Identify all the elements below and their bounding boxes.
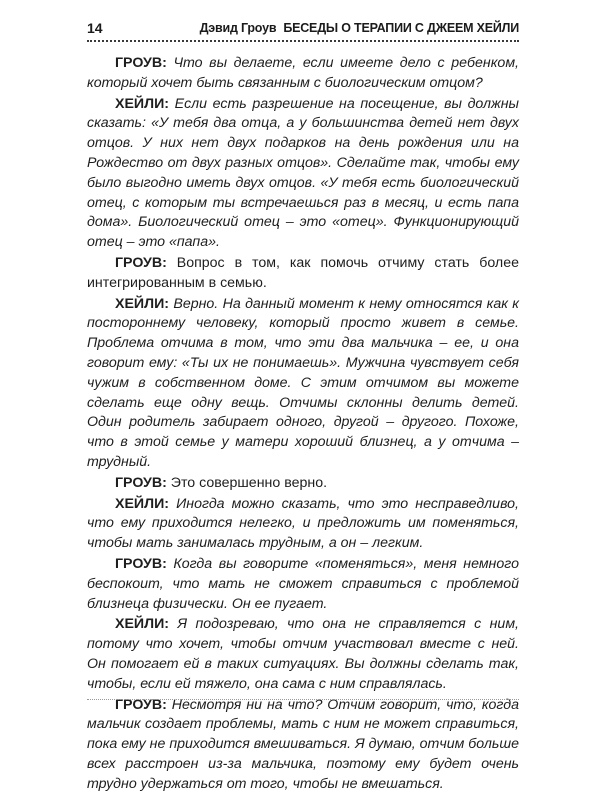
- dialogue-paragraph: [87, 295, 519, 473]
- speech-text: Иногда можно сказать, что это несправедливо, что ему приходится нелегко, и предложить им поменяться, чтобы мать занималась трудным, а он – легким.: [87, 495, 519, 552]
- speech-text: Что вы делаете, если имеете дело с ребенком, который хочет быть связанным с биологическим отцом?: [87, 55, 519, 91]
- book-title: БЕСЕДЫ О ТЕРАПИИ С ДЖЕЕМ ХЕЙЛИ: [283, 21, 519, 35]
- dialogue-paragraph: [87, 555, 519, 614]
- dialogue-paragraph: [87, 696, 519, 795]
- speech-text: Когда вы говорите «поменяться», меня немного беспокоит, что мать не сможет справиться с проблемой близнеца физически. Он ее пугает.: [87, 555, 519, 612]
- bottom-divider: [87, 699, 519, 700]
- dialogue-paragraph: [87, 254, 519, 294]
- dialogue-paragraph: [87, 95, 519, 253]
- book-header: [200, 21, 519, 35]
- speech-text: Вопрос в том, как помочь отчиму стать более интегрированным в семью.: [87, 254, 519, 291]
- speech-text: Если есть разрешение на посещение, вы должны сказать: «У тебя два отца, а у большинства детей нет двух отцов. У них нет двух подарков на день рождения или на Рождество от двух разных отцов». Сделайте так, чтобы ему было выгодно иметь двух отцов. «У тебя есть биологический отец, с которым ты встречаешься раз в месяц, и есть папа дома». Биологический отец – это «отец». Функционирующий отец – это «папа».: [87, 95, 519, 251]
- speaker-label: ГРОУВ:: [115, 555, 167, 572]
- speaker-label: ХЕЙЛИ:: [115, 295, 169, 312]
- running-header: [87, 20, 519, 42]
- speaker-label: ГРОУВ:: [115, 254, 167, 271]
- speech-text: Верно. На данный момент к нему относятся как к постороннему человеку, который просто живет в семье. Проблема отчима в том, что эти два мальчика – ее, и она говорит ему: «Ты их не понимаешь». Мужчина чувствует себя чужим в собственном доме. С этим отчимом вы можете сделать еще одну вещь. Отчимы склонны делить детей. Один родитель забирает одного, другой – другого. Похоже, что в этой семье у матери хороший близнец, а у отчима – трудный.: [87, 295, 519, 470]
- speaker-label: ГРОУВ:: [115, 474, 167, 491]
- speech-text: Несмотря ни на что? Отчим говорит, что, когда мальчик создает проблемы, мать с ним не может справиться, пока ему не приходится вмешиваться. Я думаю, отчим больше всех расстроен из-за мальчика, поэтому ему будет очень трудно удержаться от того, чтобы не вмешаться.: [87, 696, 519, 792]
- speaker-label: ГРОУВ:: [115, 55, 167, 71]
- dialogue-paragraph: [87, 474, 519, 494]
- dialogue-paragraph: [87, 615, 519, 694]
- dialogue-text: [87, 54, 519, 795]
- speaker-label: ХЕЙЛИ:: [115, 95, 169, 112]
- speaker-label: ХЕЙЛИ:: [115, 616, 169, 633]
- speech-text: Я подозреваю, что она не справляется с ним, потому что хочет, чтобы отчим участвовал вместе с ней. Он помогает ей в таких ситуациях. Вы должны сделать так, чтобы, если ей тяжело, она сама с ним справлялась.: [87, 616, 519, 692]
- author-name: Дэвид Гроув: [199, 21, 277, 35]
- page-number: 14: [87, 20, 103, 36]
- dialogue-paragraph: [87, 54, 519, 94]
- speaker-label: ГРОУВ:: [115, 696, 167, 713]
- dialogue-paragraph: [87, 495, 519, 554]
- speaker-label: ХЕЙЛИ:: [115, 495, 169, 512]
- speech-text: Это совершенно верно.: [170, 474, 328, 491]
